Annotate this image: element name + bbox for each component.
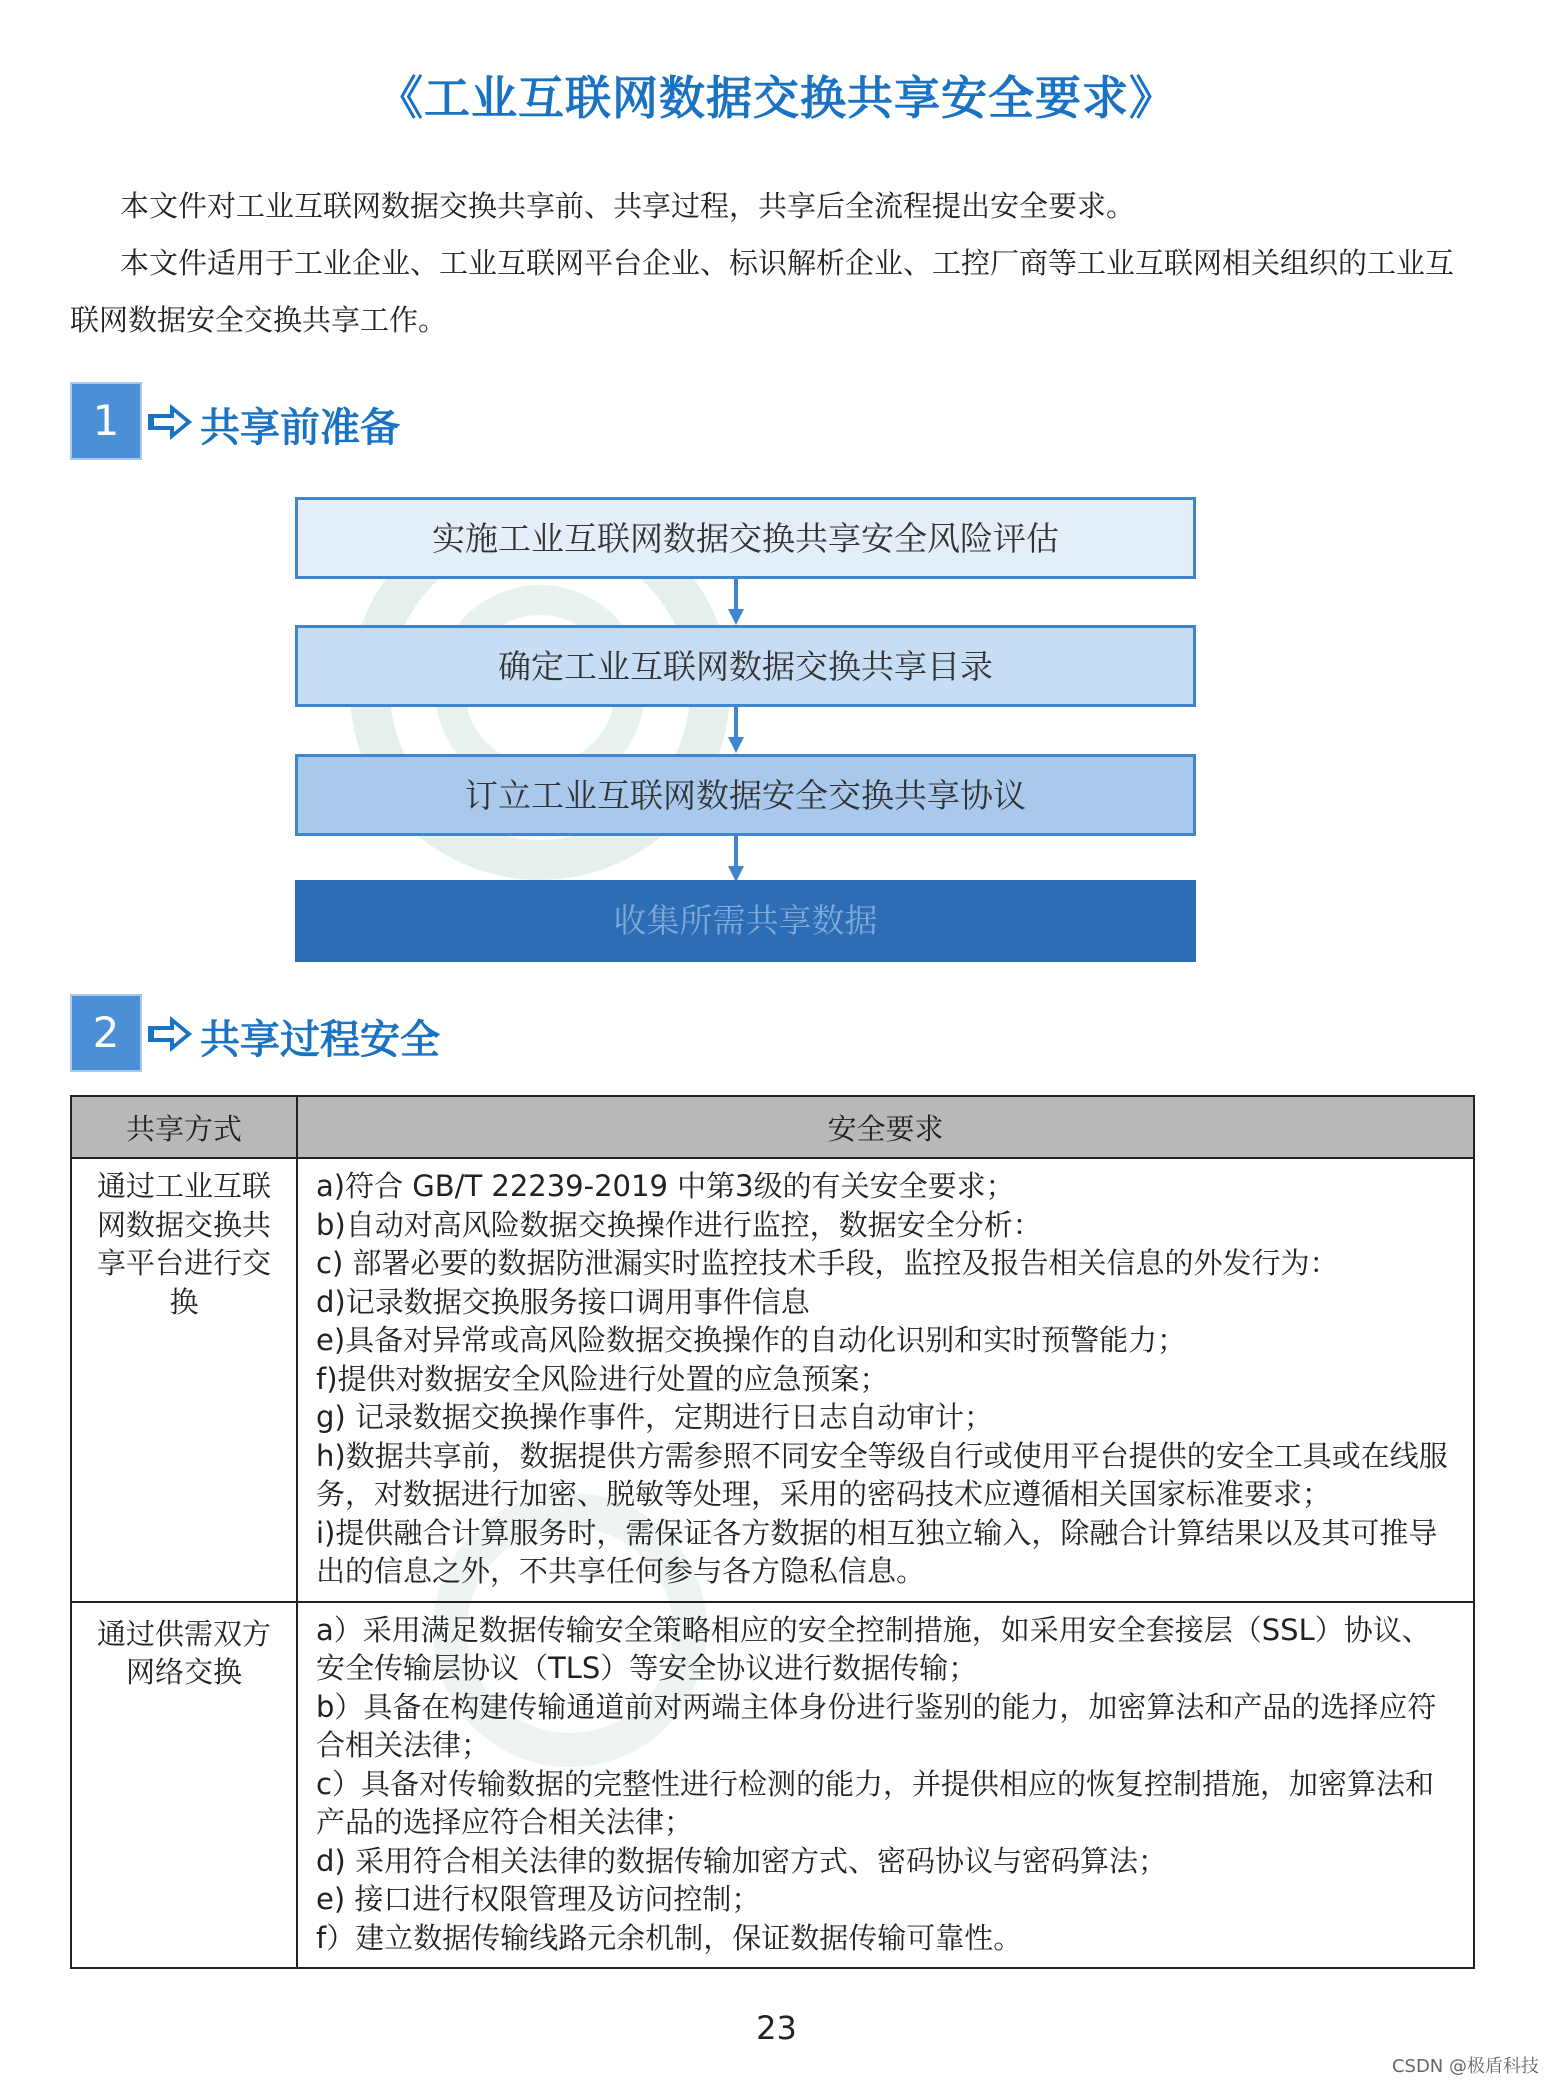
flow-arrow-down-icon — [726, 836, 746, 884]
mode-cell: 通过供需双方网络交换 — [71, 1602, 297, 1969]
requirements-table — [70, 1095, 1475, 1969]
footer-credit: CSDN @极盾科技 — [1391, 2056, 1539, 2077]
requirement-item: d) 采用符合相关法律的数据传输加密方式、密码协议与密码算法； — [316, 1843, 1167, 1878]
intro-paragraph-2: 本文件适用于工业企业、工业互联网平台企业、标识解析企业、工控厂商等工业互联网相关组织的工业互联网数据安全交换共享工作。 — [70, 246, 1455, 337]
requirement-item: c) 部署必要的数据防泄漏实时监控技术手段，监控及报告相关信息的外发行为： — [316, 1246, 1339, 1280]
flow-step-1: 实施工业互联网数据交换共享安全风险评估 — [295, 497, 1196, 579]
requirement-item: a）采用满足数据传输安全策略相应的安全控制措施，如采用安全套接层（SSL）协议、安全传输层协议（TLS）等安全协议进行数据传输； — [316, 1612, 1431, 1685]
requirement-item: i)提供融合计算服务时，需保证各方数据的相互独立输入，除融合计算结果以及其可推导出的信息之外，不共享任何参与各方隐私信息。 — [316, 1515, 1438, 1588]
requirement-item: b）具备在构建传输通道前对两端主体身份进行鉴别的能力，加密算法和产品的选择应符合相关法律； — [316, 1689, 1437, 1762]
requirement-item: e) 接口进行权限管理及访问控制； — [316, 1882, 761, 1916]
table-header-row — [71, 1096, 1474, 1158]
section-header-1 — [70, 382, 670, 462]
requirement-item: f)提供对数据安全风险进行处置的应急预案； — [316, 1361, 889, 1396]
arrow-right-icon — [146, 402, 196, 442]
table-row — [71, 1158, 1474, 1602]
table-row — [71, 1602, 1474, 1969]
section-number-1: 1 — [70, 382, 142, 460]
section-header-2 — [70, 994, 670, 1074]
section-number-2: 2 — [70, 994, 142, 1072]
requirement-item: b)自动对高风险数据交换操作进行监控，数据安全分析： — [316, 1207, 1042, 1242]
flow-arrow-down-icon — [726, 579, 746, 627]
requirement-item: h)数据共享前，数据提供方需参照不同安全等级自行或使用平台提供的安全工具或在线服务，对数据进行加密、脱敏等处理，采用的密码技术应遵循相关国家标准要求； — [316, 1438, 1448, 1511]
flow-arrow-down-icon — [726, 707, 746, 755]
section-label-2: 共享过程安全 — [200, 1017, 440, 1063]
intro-text — [70, 178, 1480, 349]
page-title: 《工业互联网数据交换共享安全要求》 — [377, 71, 1176, 125]
arrow-right-icon — [146, 1014, 196, 1054]
flow-step-3: 订立工业互联网数据安全交换共享协议 — [295, 754, 1196, 836]
requirement-item: c）具备对传输数据的完整性进行检测的能力，并提供相应的恢复控制措施，加密算法和产品的选择应符合相关法律； — [316, 1766, 1434, 1839]
requirement-item: d)记录数据交换服务接口调用事件信息 — [316, 1284, 810, 1319]
requirement-item: g) 记录数据交换操作事件，定期进行日志自动审计； — [316, 1400, 993, 1434]
requirements-cell — [297, 1602, 1474, 1969]
flow-step-2: 确定工业互联网数据交换共享目录 — [295, 625, 1196, 707]
section-label-1: 共享前准备 — [200, 405, 400, 451]
page-number: 23 — [756, 2009, 797, 2047]
requirement-item: f）建立数据传输线路元余机制，保证数据传输可靠性。 — [316, 1920, 1023, 1955]
requirement-item: a)符合 GB/T 22239-2019 中第3级的有关安全要求； — [316, 1169, 1015, 1203]
header-mode: 共享方式 — [71, 1096, 297, 1158]
requirement-item: e)具备对异常或高风险数据交换操作的自动化识别和实时预警能力； — [316, 1323, 1187, 1357]
header-requirements: 安全要求 — [297, 1096, 1474, 1158]
flow-step-4: 收集所需共享数据 — [295, 880, 1196, 962]
requirements-cell — [297, 1158, 1474, 1602]
intro-paragraph-1: 本文件对工业互联网数据交换共享前、共享过程，共享后全流程提出安全要求。 — [120, 189, 1136, 223]
mode-cell: 通过工业互联网数据交换共享平台进行交换 — [71, 1158, 297, 1602]
